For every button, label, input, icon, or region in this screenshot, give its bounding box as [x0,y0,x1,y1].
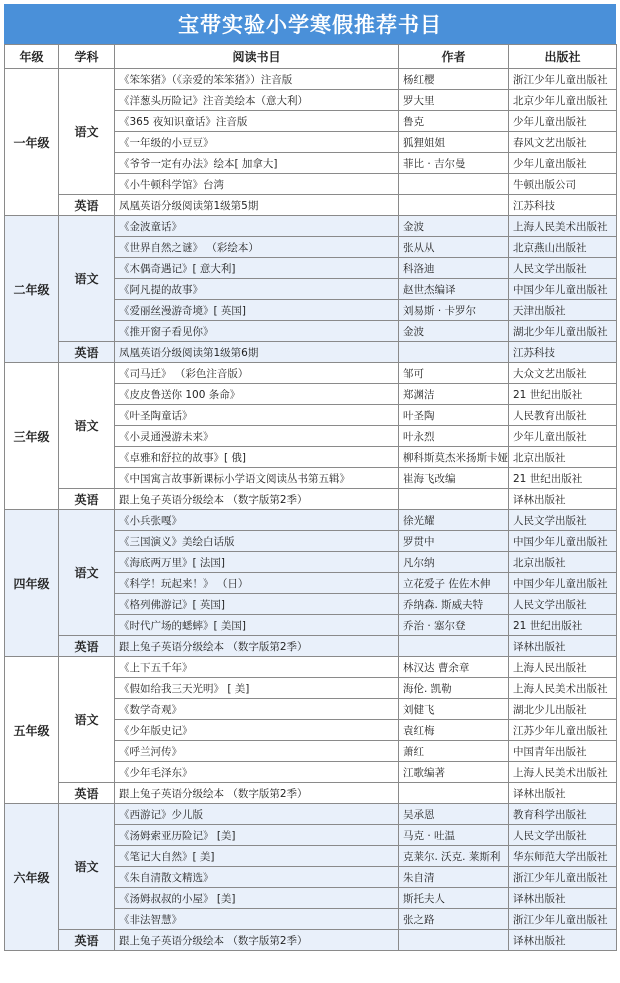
book-title-cell: 《时代广场的蟋蟀》[ 美国] [115,615,399,636]
publisher-cell: 北京出版社 [509,447,617,468]
book-title-cell: 《中国寓言故事新课标小学语文阅读丛书第五辑》 [115,468,399,489]
publisher-cell: 大众文艺出版社 [509,363,617,384]
table-row-english [5,930,617,951]
grade-cell: 四年级 [5,510,59,657]
publisher-cell: 少年儿童出版社 [509,111,617,132]
table-row [5,510,617,531]
author-cell: 柳科斯莫杰米扬斯卡娅 [399,447,509,468]
table-row-english [5,636,617,657]
author-cell: 崔海飞改编 [399,468,509,489]
author-cell: 菲比 · 吉尔曼 [399,153,509,174]
publisher-cell: 少年儿童出版社 [509,426,617,447]
table-row [5,363,617,384]
book-title-cell: 《少年版史记》 [115,720,399,741]
author-cell: 乔纳森. 斯威夫特 [399,594,509,615]
english-book-cell: 跟上兔子英语分级绘本 （数字版第2季） [115,783,399,804]
subject-cell: 语文 [59,69,115,195]
author-cell: 狐狸姐姐 [399,132,509,153]
english-author-cell [399,783,509,804]
english-subject-cell: 英语 [59,342,115,363]
table-row [5,69,617,90]
book-title-cell: 《皮皮鲁送你 100 条命》 [115,384,399,405]
publisher-cell: 春风文艺出版社 [509,132,617,153]
english-book-cell: 跟上兔子英语分级绘本 （数字版第2季） [115,489,399,510]
grade-cell: 三年级 [5,363,59,510]
author-cell: 斯托夫人 [399,888,509,909]
header-author: 作者 [399,45,509,69]
english-subject-cell: 英语 [59,930,115,951]
publisher-cell: 人民文学出版社 [509,594,617,615]
author-cell: 凡尔纳 [399,552,509,573]
english-publisher-cell: 江苏科技 [509,195,617,216]
english-subject-cell: 英语 [59,783,115,804]
english-author-cell [399,636,509,657]
book-title-cell: 《笔记大自然》[ 美] [115,846,399,867]
publisher-cell: 人民文学出版社 [509,510,617,531]
book-title-cell: 《世界自然之谜》 （彩绘本） [115,237,399,258]
publisher-cell: 浙江少年儿童出版社 [509,69,617,90]
table-row-english [5,195,617,216]
header-publisher: 出版社 [509,45,617,69]
publisher-cell: 教育科学出版社 [509,804,617,825]
publisher-cell: 中国少年儿童出版社 [509,531,617,552]
english-book-cell: 跟上兔子英语分级绘本 （数字版第2季） [115,636,399,657]
publisher-cell: 牛顿出版公司 [509,174,617,195]
book-title-cell: 《数学奇观》 [115,699,399,720]
publisher-cell: 少年儿童出版社 [509,153,617,174]
book-title-cell: 《假如给我三天光明》 [ 美] [115,678,399,699]
book-title-cell: 《木偶奇遇记》[ 意大利] [115,258,399,279]
author-cell: 朱自清 [399,867,509,888]
grade-cell: 一年级 [5,69,59,216]
publisher-cell: 21 世纪出版社 [509,615,617,636]
header-subject: 学科 [59,45,115,69]
book-title-cell: 《小兵张嘎》 [115,510,399,531]
book-title-cell: 《西游记》少儿版 [115,804,399,825]
grade-cell: 六年级 [5,804,59,951]
book-title-cell: 《少年毛泽东》 [115,762,399,783]
english-author-cell [399,195,509,216]
book-title-cell: 《海底两万里》[ 法国] [115,552,399,573]
publisher-cell: 上海人民美术出版社 [509,762,617,783]
book-title-cell: 《司马迁》 （彩色注音版） [115,363,399,384]
author-cell: 叶永烈 [399,426,509,447]
book-title-cell: 《卓雅和舒拉的故事》[ 俄] [115,447,399,468]
author-cell: 赵世杰编译 [399,279,509,300]
author-cell: 克莱尔. 沃克. 莱斯利 [399,846,509,867]
book-title-cell: 《汤姆叔叔的小屋》 [美] [115,888,399,909]
author-cell: 刘健飞 [399,699,509,720]
author-cell: 罗大里 [399,90,509,111]
author-cell: 江歌编著 [399,762,509,783]
subject-cell: 语文 [59,363,115,489]
publisher-cell: 译林出版社 [509,888,617,909]
author-cell: 郑渊洁 [399,384,509,405]
table-header-row [5,45,617,69]
publisher-cell: 人民文学出版社 [509,825,617,846]
page-title: 宝带实验小学寒假推荐书目 [4,4,616,44]
book-title-cell: 《叶圣陶童话》 [115,405,399,426]
subject-cell: 语文 [59,657,115,783]
publisher-cell: 中国青年出版社 [509,741,617,762]
english-publisher-cell: 江苏科技 [509,342,617,363]
publisher-cell: 浙江少年儿童出版社 [509,909,617,930]
english-subject-cell: 英语 [59,489,115,510]
grade-cell: 五年级 [5,657,59,804]
publisher-cell: 中国少年儿童出版社 [509,573,617,594]
english-subject-cell: 英语 [59,195,115,216]
author-cell: 罗贯中 [399,531,509,552]
publisher-cell: 湖北少年儿童出版社 [509,321,617,342]
author-cell: 科洛迪 [399,258,509,279]
author-cell: 乔治 · 塞尔登 [399,615,509,636]
author-cell: 杨红樱 [399,69,509,90]
english-publisher-cell: 译林出版社 [509,930,617,951]
english-author-cell [399,930,509,951]
publisher-cell: 浙江少年儿童出版社 [509,867,617,888]
english-book-cell: 跟上兔子英语分级绘本 （数字版第2季） [115,930,399,951]
grade-cell: 二年级 [5,216,59,363]
english-publisher-cell: 译林出版社 [509,489,617,510]
author-cell [399,174,509,195]
author-cell: 萧红 [399,741,509,762]
book-title-cell: 《三国演义》美绘白话版 [115,531,399,552]
book-title-cell: 《推开窗子看见你》 [115,321,399,342]
table-row [5,804,617,825]
book-title-cell: 《呼兰河传》 [115,741,399,762]
book-title-cell: 《上下五千年》 [115,657,399,678]
publisher-cell: 湖北少儿出版社 [509,699,617,720]
english-publisher-cell: 译林出版社 [509,783,617,804]
book-title-cell: 《格列佛游记》[ 英国] [115,594,399,615]
english-author-cell [399,342,509,363]
table-row-english [5,783,617,804]
author-cell: 林汉达 曹余章 [399,657,509,678]
english-subject-cell: 英语 [59,636,115,657]
subject-cell: 语文 [59,804,115,930]
english-publisher-cell: 译林出版社 [509,636,617,657]
book-title-cell: 《阿凡提的故事》 [115,279,399,300]
english-author-cell [399,489,509,510]
publisher-cell: 华东师范大学出版社 [509,846,617,867]
author-cell: 张从从 [399,237,509,258]
publisher-cell: 人民文学出版社 [509,258,617,279]
book-title-cell: 《非法智慧》 [115,909,399,930]
publisher-cell: 21 世纪出版社 [509,468,617,489]
author-cell: 海伦. 凯勒 [399,678,509,699]
table-row-english [5,342,617,363]
book-title-cell: 《小牛顿科学馆》台湾 [115,174,399,195]
book-title-cell: 《金波童话》 [115,216,399,237]
publisher-cell: 天津出版社 [509,300,617,321]
publisher-cell: 北京燕山出版社 [509,237,617,258]
table-row-english [5,489,617,510]
book-title-cell: 《科学！玩起来！》 （日） [115,573,399,594]
publisher-cell: 北京少年儿童出版社 [509,90,617,111]
book-title-cell: 《爷爷一定有办法》绘本[ 加拿大] [115,153,399,174]
table-row [5,657,617,678]
author-cell: 袁红梅 [399,720,509,741]
book-title-cell: 《小灵通漫游未来》 [115,426,399,447]
publisher-cell: 北京出版社 [509,552,617,573]
book-title-cell: 《一年级的小豆豆》 [115,132,399,153]
author-cell: 刘易斯 · 卡罗尔 [399,300,509,321]
author-cell: 叶圣陶 [399,405,509,426]
author-cell: 立花爱子 佐佐木伸 [399,573,509,594]
publisher-cell: 人民教育出版社 [509,405,617,426]
publisher-cell: 上海人民美术出版社 [509,216,617,237]
book-title-cell: 《365 夜知识童话》注音版 [115,111,399,132]
author-cell: 徐光耀 [399,510,509,531]
book-title-cell: 《笨笨猪》（《亲爱的笨笨猪》）注音版 [115,69,399,90]
english-book-cell: 凤凰英语分级阅读第1级第5期 [115,195,399,216]
publisher-cell: 21 世纪出版社 [509,384,617,405]
table-row [5,216,617,237]
book-title-cell: 《汤姆索亚历险记》 [美] [115,825,399,846]
author-cell: 吴承恩 [399,804,509,825]
book-title-cell: 《朱自清散文精选》 [115,867,399,888]
subject-cell: 语文 [59,216,115,342]
author-cell: 马克 · 吐温 [399,825,509,846]
book-title-cell: 《洋葱头历险记》注音美绘本（意大利） [115,90,399,111]
author-cell: 邹可 [399,363,509,384]
book-title-cell: 《爱丽丝漫游奇境》[ 英国] [115,300,399,321]
author-cell: 张之路 [399,909,509,930]
publisher-cell: 江苏少年儿童出版社 [509,720,617,741]
publisher-cell: 上海人民出版社 [509,657,617,678]
english-book-cell: 凤凰英语分级阅读第1级第6期 [115,342,399,363]
author-cell: 金波 [399,321,509,342]
subject-cell: 语文 [59,510,115,636]
author-cell: 鲁克 [399,111,509,132]
header-book: 阅读书目 [115,45,399,69]
book-list-table [4,44,617,951]
header-grade: 年级 [5,45,59,69]
publisher-cell: 上海人民美术出版社 [509,678,617,699]
publisher-cell: 中国少年儿童出版社 [509,279,617,300]
author-cell: 金波 [399,216,509,237]
